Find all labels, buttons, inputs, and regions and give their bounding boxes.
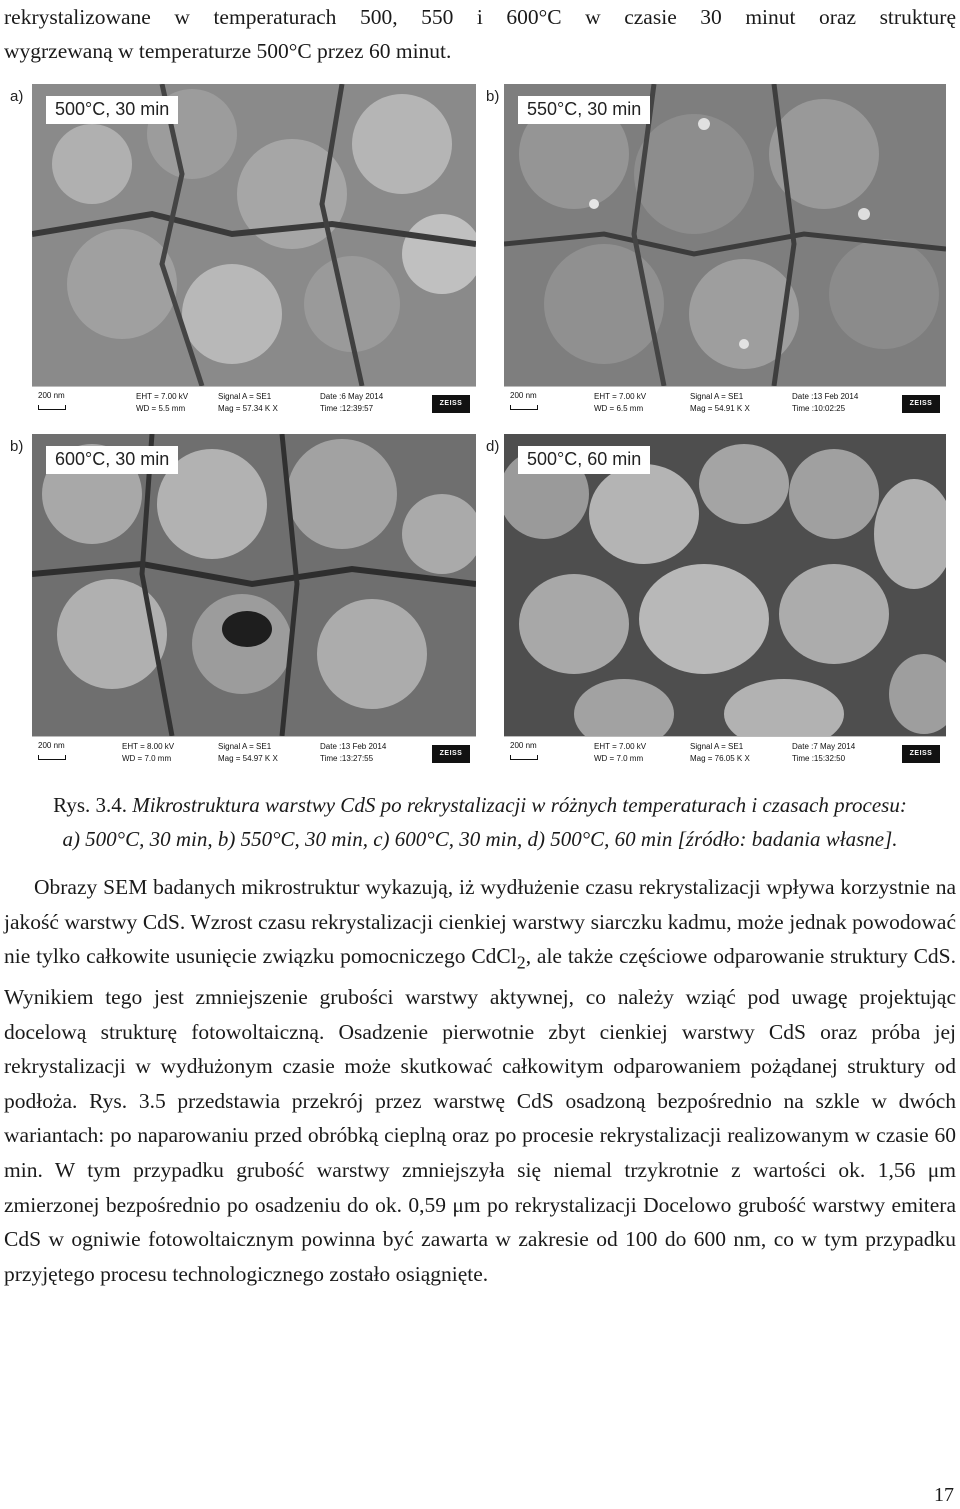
sem-texture-c: [32, 434, 476, 736]
intro-line-2: wygrzewaną w temperaturze 500°C przez 60 minut.: [4, 39, 452, 63]
sem-texture-d: [504, 434, 946, 736]
sem-image-c: [32, 434, 476, 770]
signal-c: Signal A = SE1: [218, 742, 272, 751]
body-text-b: , ale także częściowe odparowanie struktury CdS. Wynikiem tego jest zmniejszenie grubości warstwy aktywnej, co należy wziąć pod uwagę projektując docelową strukturę fotowoltaiczną. Osadzenie pierwotnie zbyt cienkiej warstwy CdS oraz próba jej rekrystalizacji w wydłużonym czasie może skutkować całkowitym odparowaniem pożądanej struktury od podłoża. Rys. 3.5 przedstawia przekrój przez warstwę CdS osadzoną bezpośrednio na szkle w dwóch wariantach: po naparowaniu przed obróbką cieplną oraz po procesie rekrystalizacji realizowanym w czasie 60 min. W tym przypadku grubość warstwy zmniejszyła się niemal trzykrotnie z wartości ok. 1,56 μm zmierzonej bezpośrednio po osadzeniu do ok. 0,59 μm po rekrystalizacji Docelowo grubość warstwy emitera CdS w ogniwie fotowoltaicznym powinna być zawarta w zakresie od 100 do 600 nm, co w tym przypadku przyjętego procesu technologicznego zostało osiągnięte.: [4, 944, 956, 1286]
intro-line-1: rekrystalizowane w temperaturach 500, 550 i 600°C w czasie 30 minut oraz strukturę: [4, 5, 956, 29]
panel-a-letter: a): [10, 88, 24, 105]
scale-bar-c: [38, 755, 66, 760]
sem-label-d: 500°C, 60 min: [518, 446, 650, 474]
eht-b: EHT = 7.00 kV: [594, 392, 647, 401]
scale-label-d: 200 nm: [510, 741, 537, 750]
caption-line-1: [4, 788, 956, 822]
zeiss-logo-a: ZEISS: [432, 395, 470, 413]
scale-bar-a: [38, 405, 66, 410]
scale-bar-d: [510, 755, 538, 760]
wd-c: WD = 7.0 mm: [122, 754, 172, 763]
intro-paragraph: [4, 0, 956, 68]
wd-d: WD = 7.0 mm: [594, 754, 644, 763]
scale-label-b: 200 nm: [510, 391, 537, 400]
scale-label-a: 200 nm: [38, 391, 65, 400]
sem-texture-a: [32, 84, 476, 386]
zeiss-logo-c: ZEISS: [432, 745, 470, 763]
time-a: Time :12:39:57: [320, 404, 374, 413]
eht-c: EHT = 8.00 kV: [122, 742, 175, 751]
body-paragraph: [4, 870, 956, 1291]
sem-databar-d: [504, 736, 946, 770]
caption-number: Rys. 3.4.: [53, 793, 127, 817]
caption-text-1: Mikrostruktura warstwy CdS po rekrystalizacji w różnych temperaturach i czasach procesu:: [127, 793, 907, 817]
sem-databar-b: [504, 386, 946, 420]
sem-label-b: 550°C, 30 min: [518, 96, 650, 124]
body-text: [4, 870, 956, 1291]
signal-b: Signal A = SE1: [690, 392, 744, 401]
date-a: Date :6 May 2014: [320, 392, 384, 401]
mag-d: Mag = 76.05 K X: [690, 754, 750, 763]
sem-label-a: 500°C, 30 min: [46, 96, 178, 124]
panel-d-letter: d): [486, 438, 500, 455]
panel-b-letter: b): [486, 88, 500, 105]
body-text-a: Obrazy SEM badanych mikrostruktur wykazują, iż wydłużenie czasu rekrystalizacji wpływa korzystnie na jakość warstwy CdS. Wzrost czasu rekrystalizacji cienkiej warstwy siarczku kadmu, może jednak powodować nie tylko całkowite usunięcie związku pomocniczego CdCl: [4, 875, 956, 969]
time-b: Time :10:02:25: [792, 404, 846, 413]
sem-image-a: [32, 84, 476, 420]
time-c: Time :13:27:55: [320, 754, 374, 763]
body-subscript: 2: [516, 952, 526, 973]
panel-c-letter: b): [10, 438, 24, 455]
signal-d: Signal A = SE1: [690, 742, 744, 751]
date-c: Date :13 Feb 2014: [320, 742, 387, 751]
figure-caption: [4, 788, 956, 856]
page-number: 17: [934, 1484, 954, 1506]
date-d: Date :7 May 2014: [792, 742, 856, 751]
mag-c: Mag = 54.97 K X: [218, 754, 278, 763]
wd-b: WD = 6.5 mm: [594, 404, 644, 413]
sem-texture-b: [504, 84, 946, 386]
wd-a: WD = 5.5 mm: [136, 404, 186, 413]
sem-image-b: [504, 84, 946, 420]
zeiss-logo-d: ZEISS: [902, 745, 940, 763]
sem-databar-c: [32, 736, 476, 770]
scale-bar-b: [510, 405, 538, 410]
time-d: Time :15:32:50: [792, 754, 846, 763]
date-b: Date :13 Feb 2014: [792, 392, 859, 401]
mag-b: Mag = 54.91 K X: [690, 404, 750, 413]
signal-a: Signal A = SE1: [218, 392, 272, 401]
sem-label-c: 600°C, 30 min: [46, 446, 178, 474]
mag-a: Mag = 57.34 K X: [218, 404, 278, 413]
scale-label-c: 200 nm: [38, 741, 65, 750]
eht-d: EHT = 7.00 kV: [594, 742, 647, 751]
sem-image-d: [504, 434, 946, 770]
caption-line-2: a) 500°C, 30 min, b) 550°C, 30 min, c) 600°C, 30 min, d) 500°C, 60 min [źródło: badania własne].: [62, 827, 898, 851]
eht-a: EHT = 7.00 kV: [136, 392, 189, 401]
sem-databar-a: [32, 386, 476, 420]
zeiss-logo-b: ZEISS: [902, 395, 940, 413]
